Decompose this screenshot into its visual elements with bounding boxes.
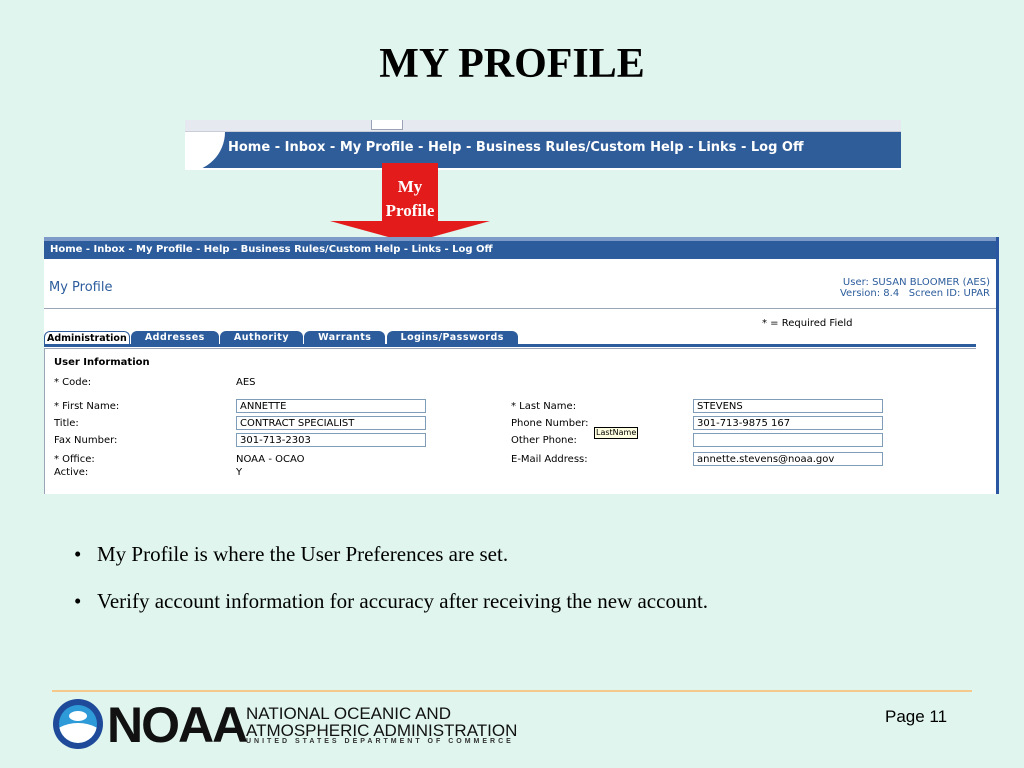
- divider: [44, 308, 996, 309]
- email-field[interactable]: annette.stevens@noaa.gov: [693, 452, 883, 466]
- arrow-label-line-1: My: [397, 177, 423, 196]
- nav-separator: -: [325, 140, 340, 155]
- fax-field[interactable]: 301-713-2303: [236, 433, 426, 447]
- bullet-text: Verify account information for accuracy after receiving the new account.: [97, 589, 709, 613]
- phone-label: Phone Number:: [511, 418, 589, 429]
- last-name-label: * Last Name:: [511, 401, 577, 412]
- emblem-inner: [59, 705, 97, 743]
- nav-separator: -: [736, 140, 751, 155]
- office-value: NOAA - OCAO: [236, 454, 305, 465]
- page-title: My Profile: [49, 280, 113, 295]
- active-value: Y: [236, 467, 243, 478]
- required-field-note: * = Required Field: [762, 318, 853, 329]
- nav-separator: -: [461, 140, 476, 155]
- tab-addresses[interactable]: Addresses: [131, 331, 219, 344]
- other-phone-label: Other Phone:: [511, 435, 577, 446]
- noaa-org-name: [246, 705, 517, 739]
- bullet-item: [74, 542, 508, 567]
- arrow-label: [370, 175, 450, 223]
- bullet-icon: •: [74, 589, 82, 613]
- office-label: * Office:: [54, 454, 95, 465]
- tab-logins-passwords[interactable]: Logins/Passwords: [387, 331, 518, 344]
- profile-screenshot: [44, 237, 999, 494]
- fax-label: Fax Number:: [54, 435, 118, 446]
- user-info: [840, 277, 990, 299]
- org-line-2: ATMOSPHERIC ADMINISTRATION: [246, 721, 518, 740]
- top-nav-log-off[interactable]: Log Off: [750, 140, 804, 155]
- top-nav-inbox[interactable]: Inbox: [284, 140, 326, 155]
- top-nav-home[interactable]: Home: [228, 140, 271, 155]
- code-label: * Code:: [54, 377, 92, 388]
- noaa-emblem-icon: [53, 699, 103, 749]
- browser-tab: [371, 120, 403, 130]
- user-line: User: SUSAN BLOOMER (AES): [842, 277, 990, 288]
- top-nav-business-rules[interactable]: Business Rules/Custom Help: [475, 140, 684, 155]
- tab-authority[interactable]: Authority: [220, 331, 303, 344]
- tab-warrants[interactable]: Warrants: [304, 331, 385, 344]
- bullet-item: [74, 589, 708, 614]
- footer-divider: [52, 690, 972, 692]
- department-line: UNITED STATES DEPARTMENT OF COMMERCE: [246, 738, 514, 745]
- email-label: E-Mail Address:: [511, 454, 588, 465]
- nav-separator: -: [270, 140, 285, 155]
- section-title: User Information: [54, 357, 150, 368]
- browser-strip: [185, 120, 901, 132]
- last-name-field[interactable]: STEVENS: [693, 399, 883, 413]
- top-nav-screenshot: [185, 120, 901, 170]
- arrow-label-line-2: Profile: [385, 201, 435, 220]
- lastname-tooltip: LastName: [596, 428, 637, 437]
- top-nav-help[interactable]: Help: [427, 140, 462, 155]
- phone-field[interactable]: 301-713-9875 167: [693, 416, 883, 430]
- user-info-panel: [44, 349, 977, 494]
- noaa-logo-text: NOAA: [107, 697, 247, 753]
- other-phone-field[interactable]: [693, 433, 883, 447]
- top-nav-links[interactable]: Links: [698, 140, 737, 155]
- nav-separator: -: [683, 140, 699, 155]
- emblem-bird: [69, 711, 87, 721]
- profile-tabs: [44, 331, 514, 345]
- top-nav-links: [228, 140, 804, 155]
- slide-title: MY PROFILE: [379, 41, 645, 87]
- title-field[interactable]: CONTRACT SPECIALIST: [236, 416, 426, 430]
- nav-separator: -: [413, 140, 428, 155]
- title-label: Title:: [54, 418, 79, 429]
- tab-underline: [44, 344, 976, 347]
- page-number: Page 11: [885, 707, 948, 726]
- app-nav-bar[interactable]: Home - Inbox - My Profile - Help - Business Rules/Custom Help - Links - Log Off: [44, 241, 996, 259]
- first-name-field[interactable]: ANNETTE: [236, 399, 426, 413]
- org-line-1: NATIONAL OCEANIC AND: [246, 704, 451, 723]
- code-value: AES: [236, 377, 256, 388]
- top-nav-my-profile[interactable]: My Profile: [339, 140, 414, 155]
- version-line: Version: 8.4 Screen ID: UPAR: [839, 288, 990, 299]
- tab-administration[interactable]: Administration: [44, 331, 130, 345]
- bullet-text: My Profile is where the User Preferences are set.: [97, 542, 509, 566]
- emblem-wave: [59, 723, 97, 743]
- bullet-icon: •: [74, 542, 82, 566]
- active-label: Active:: [54, 467, 89, 478]
- first-name-label: * First Name:: [54, 401, 120, 412]
